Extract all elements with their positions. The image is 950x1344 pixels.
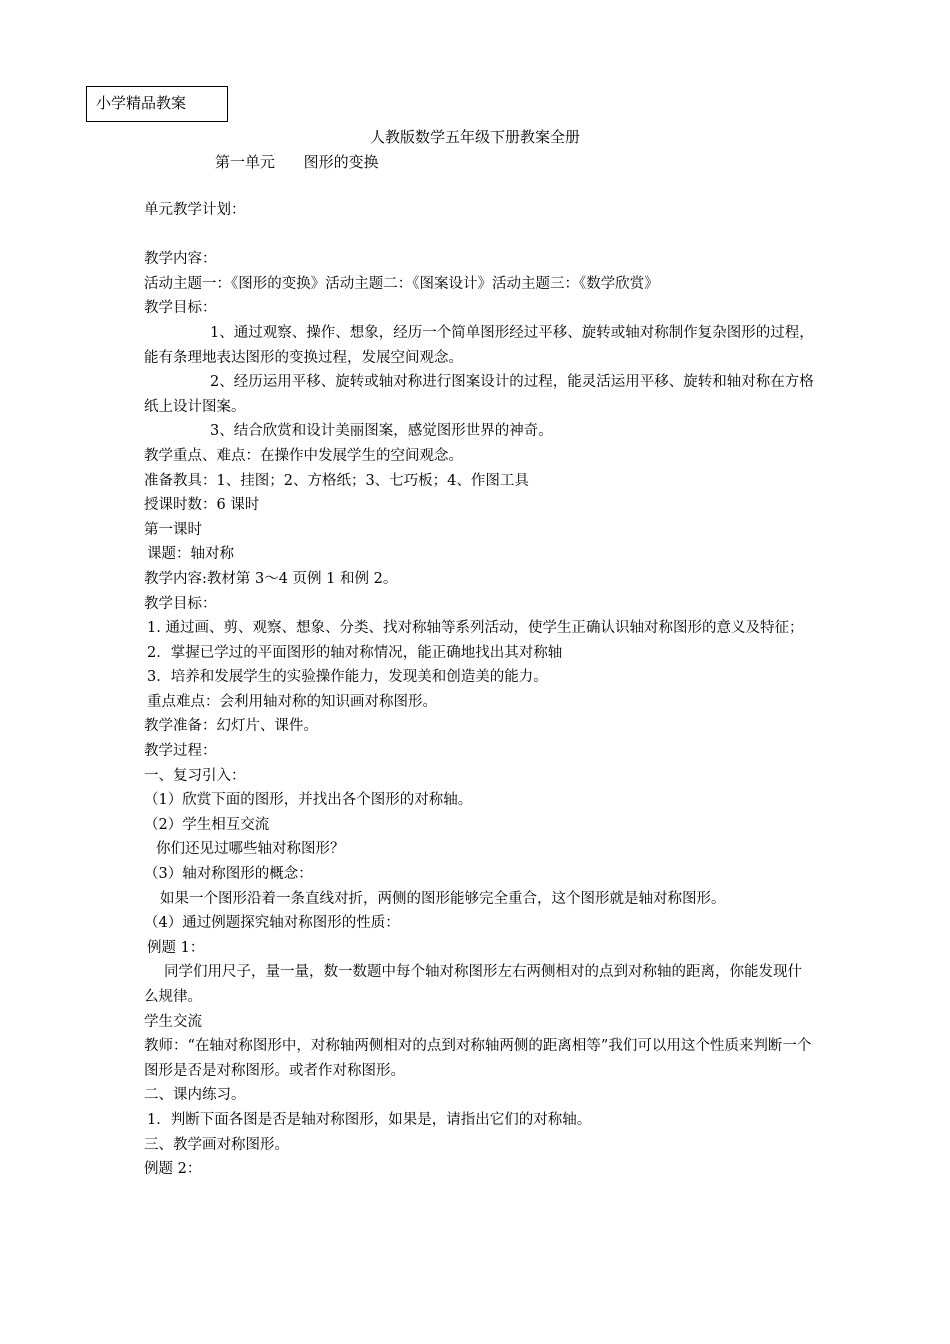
section-3-heading: 三、教学画对称图形。	[144, 1136, 289, 1153]
lesson-topic: 课题：轴对称	[147, 546, 234, 563]
example-2-heading: 例题 2：	[144, 1161, 202, 1178]
prep-line: 教学准备：幻灯片、课件。	[144, 718, 318, 735]
example-1-text: 同学们用尺子，量一量，数一数题中每个轴对称图形左右两侧相对的点到对称轴的距离，你能发现什么规律。	[144, 964, 802, 1005]
key-points: 教学重点、难点：在操作中发展学生的空间观念。	[144, 447, 463, 464]
tools-line: 准备教具：1、挂图；2、方格纸；3、七巧板；4、作图工具	[144, 472, 529, 489]
section-1-item-a: （1）欣赏下面的图形，并找出各个图形的对称轴。	[144, 792, 473, 809]
lesson-goal-2: 2．掌握已学过的平面图形的轴对称情况，能正确地找出其对称轴	[147, 644, 563, 661]
lesson-goal-1: 1. 通过画、剪、观察、想象、分类、找对称轴等系列活动，使学生正确认识轴对称图形的意义及特征；	[147, 620, 804, 637]
section-1-item-d: （4）通过例题探究轴对称图形的性质：	[144, 915, 400, 932]
header-stamp-box: 小学精品教案	[86, 86, 228, 122]
goal-1: 1、通过观察、操作、想象，经历一个简单图形经过平移、旋转或轴对称制作复杂图形的过程，能有条理地表达图形的变换过程，发展空间观念。	[144, 324, 814, 366]
lesson-goals-heading: 教学目标：	[144, 595, 217, 612]
lesson-1-heading: 第一课时	[144, 521, 202, 538]
section-1-heading: 一、复习引入：	[144, 767, 246, 784]
teacher-statement: 教师：“在轴对称图形中，对称轴两侧相对的点到对称轴两侧的距离相等”我们可以用这个性质来判断一个图形是否是对称图形。或者作对称图形。	[144, 1038, 812, 1079]
plan-heading: 单元教学计划：	[144, 202, 246, 218]
goal-3: 3、结合欣赏和设计美丽图案，感觉图形世界的神奇。	[210, 423, 553, 440]
content-heading: 教学内容：	[144, 251, 217, 268]
goals-heading: 教学目标：	[144, 300, 217, 317]
document-body	[144, 198, 814, 1182]
section-1-item-c: （3）轴对称图形的概念：	[144, 866, 313, 883]
difficulty-line: 重点难点：会利用轴对称的知识画对称图形。	[147, 693, 437, 710]
activities-line: 活动主题一：《图形的变换》活动主题二：《图案设计》活动主题三：《数学欣赏》	[144, 275, 659, 292]
document-title: 人教版数学五年级下册教案全册	[369, 128, 580, 146]
example-1-heading: 例题 1：	[147, 939, 205, 956]
hours-line: 授课时数：6 课时	[144, 497, 260, 514]
section-2-item-1: 1．判断下面各图是否是轴对称图形，如果是，请指出它们的对称轴。	[147, 1111, 592, 1128]
unit-heading: 第一单元 图形的变换	[215, 153, 379, 171]
section-1-question: 你们还见过哪些轴对称图形？	[156, 841, 345, 858]
section-1-item-b: （2）学生相互交流	[144, 816, 270, 833]
goal-2: 2、经历运用平移、旋转或轴对称进行图案设计的过程，能灵活运用平移、旋转和轴对称在方格纸上设计图案。	[144, 374, 814, 415]
lesson-content: 教学内容:教材第 3～4 页例 1 和例 2。	[144, 570, 398, 587]
blank-line	[144, 223, 814, 248]
section-2-heading: 二、课内练习。	[144, 1087, 246, 1104]
process-heading: 教学过程：	[144, 743, 217, 760]
lesson-goal-3: 3．培养和发展学生的实验操作能力，发现美和创造美的能力。	[147, 669, 548, 686]
student-exchange: 学生交流	[144, 1013, 202, 1030]
symmetry-definition: 如果一个图形沿着一条直线对折，两侧的图形能够完全重合，这个图形就是轴对称图形。	[160, 890, 726, 907]
